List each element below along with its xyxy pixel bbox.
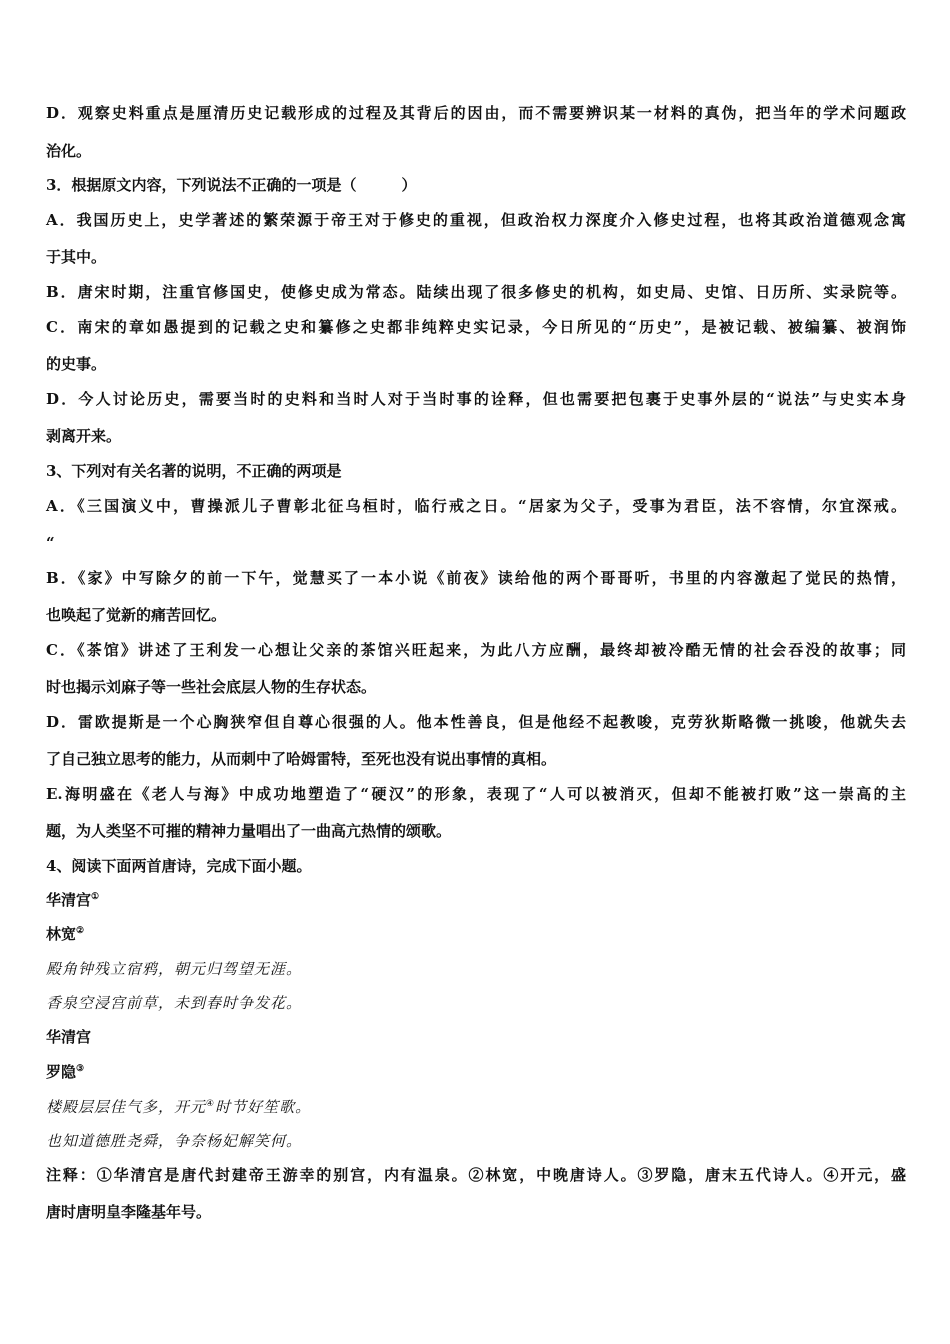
poem-2-author-text: 罗隐 — [46, 1063, 77, 1081]
novel-option-d-line-2: 了自己独立思考的能力，从而刺中了哈姆雷特，至死也没有说出事情的真相。 — [46, 750, 557, 768]
poem-1-title — [46, 890, 906, 910]
poem-1-title-text: 华清宫 — [46, 891, 92, 909]
option-c-line-2: 的史事。 — [46, 355, 107, 373]
novel-option-b-line-1: B．《家》中写除夕的前一下午，觉慧买了一本小说《前夜》读给他的两个哥哥听，书里的内容激起了觉民的热情， — [46, 569, 906, 587]
question-3-stem: 3．根据原文内容，下列说法不正确的一项是（ ） — [46, 176, 417, 194]
option-a-line-1: A．我国历史上，史学著述的繁荣源于帝王对于修史的重视，但政治权力深度介入修史过程，也将其政治道德观念寓 — [46, 211, 906, 229]
option-d2-line-2: 剥离开来。 — [46, 427, 122, 445]
poem-2-verse-1-a: 楼殿层层佳气多，开元 — [46, 1098, 207, 1116]
poem-2-title: 华清宫 — [46, 1028, 92, 1046]
novel-option-a-line-2: “ — [46, 534, 55, 552]
option-d2-line-1: D．今人讨论历史，需要当时的史料和当时人对于当时事的诠释，但也需要把包裹于史事外层的“说法”与史实本身 — [46, 390, 906, 408]
novel-option-e-line-2: 题，为人类坚不可摧的精神力量唱出了一曲高亢热情的颂歌。 — [46, 822, 452, 840]
novel-option-b-line-2: 也唤起了觉新的痛苦回忆。 — [46, 606, 227, 624]
poem-2-verse-1 — [46, 1097, 906, 1117]
footnote-marker-4: ④ — [206, 1099, 216, 1109]
option-c-line-1: C．南宋的章如愚提到的记载之史和纂修之史都非纯粹史实记录，今日所见的“历史”，是被记载、被编纂、被润饰 — [46, 318, 906, 336]
footnote-marker-3: ③ — [76, 1064, 85, 1074]
footnote-marker-1: ① — [91, 892, 100, 902]
poem-2-verse-2: 也知道德胜尧舜，争奈杨妃解笑何。 — [46, 1132, 303, 1150]
poem-1-verse-2: 香泉空浸宫前草，未到春时争发花。 — [46, 994, 303, 1012]
novel-option-e-line-1: E.海明盛在《老人与海》中成功地塑造了“硬汉”的形象，表现了“人可以被消灭，但却不能被打败”这一崇高的主 — [46, 785, 906, 803]
option-b-line: B．唐宋时期，注重官修国史，使修史成为常态。陆续出现了很多修史的机构，如史局、史馆、日历所、实录院等。 — [46, 283, 906, 301]
poem-1-author-text: 林宽 — [46, 925, 77, 943]
novel-option-a-line-1: A．《三国演义中，曹操派儿子曹彰北征乌桓时，临行戒之日。“居家为父子，受事为君臣，法不容情，尔宜深戒。 — [46, 497, 906, 515]
option-d-line-1: D．观察史料重点是厘清历史记载形成的过程及其背后的因由，而不需要辨识某一材料的真伪，把当年的学术问题政 — [46, 104, 906, 122]
novel-option-c-line-1: C．《茶馆》讲述了王利发一心想让父亲的茶馆兴旺起来，为此八方应酬，最终却被冷酷无情的社会吞没的故事；同 — [46, 641, 906, 659]
poem-1-author — [46, 924, 906, 944]
poem-2-author — [46, 1062, 906, 1082]
annotation-line-1: 注释：①华清宫是唐代封建帝王游幸的别宫，内有温泉。②林宽，中晚唐诗人。③罗隐，唐末五代诗人。④开元，盛 — [46, 1166, 906, 1184]
poem-1-verse-1: 殿角钟残立宿鸦，朝元归驾望无涯。 — [46, 960, 303, 978]
option-a-line-2: 于其中。 — [46, 248, 107, 266]
poem-2-verse-1-b: 时节好笙歌。 — [215, 1098, 312, 1116]
annotation-line-2: 唐时唐明皇李隆基年号。 — [46, 1203, 212, 1221]
novel-option-c-line-2: 时也揭示刘麻子等一些社会底层人物的生存状态。 — [46, 678, 377, 696]
question-4-stem: 4、阅读下面两首唐诗，完成下面小题。 — [46, 857, 312, 875]
option-d-line-2: 治化。 — [46, 142, 92, 160]
question-3b-stem: 3、下列对有关名著的说明，不正确的两项是 — [46, 462, 342, 480]
novel-option-d-line-1: D．雷欧提斯是一个心胸狭窄但自尊心很强的人。他本性善良，但是他经不起教唆，克劳狄斯略微一挑唆，他就失去 — [46, 713, 906, 731]
footnote-marker-2: ② — [76, 926, 85, 936]
